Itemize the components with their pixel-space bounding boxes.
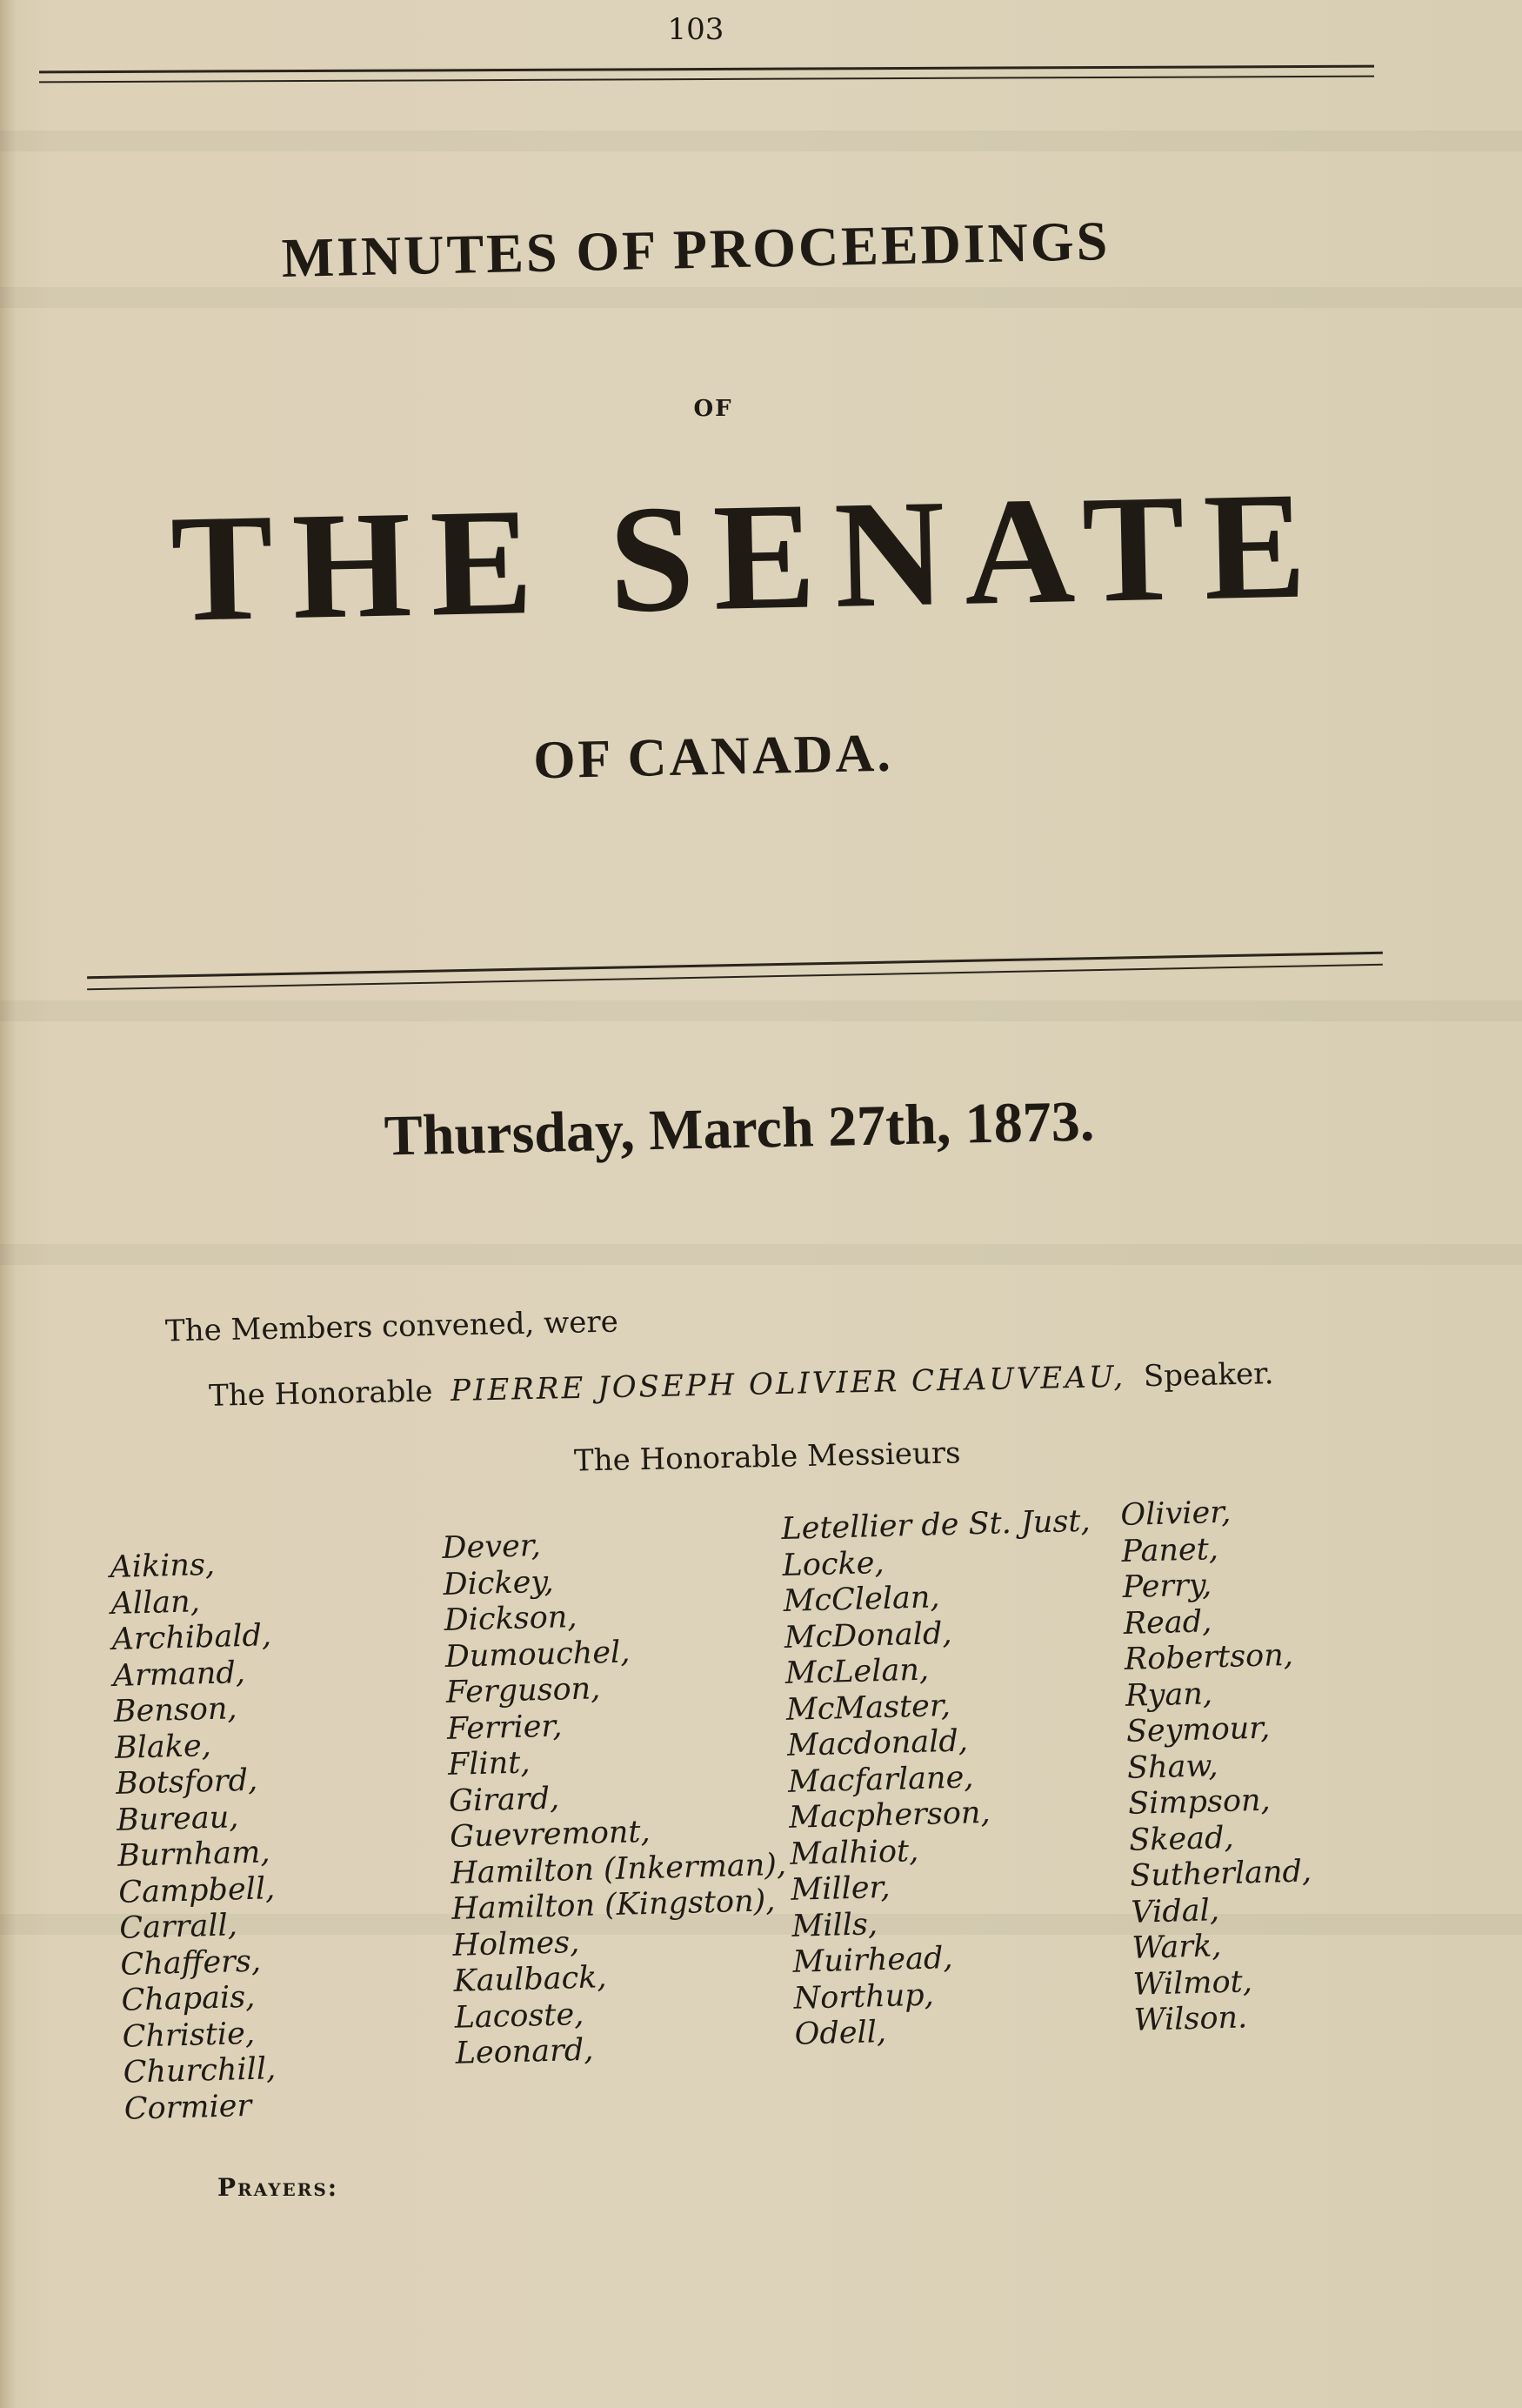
member-name: Odell, bbox=[794, 2015, 887, 2052]
member-name: Chapais, bbox=[121, 1979, 256, 2018]
member-name: Macdonald, bbox=[786, 1723, 969, 1763]
page-number: 103 bbox=[667, 12, 724, 47]
title-rule-thin bbox=[87, 964, 1383, 991]
member-name: Benson, bbox=[113, 1691, 238, 1729]
title-minutes-of-proceedings: MINUTES OF PROCEEDINGS bbox=[281, 210, 1111, 289]
member-name: Macfarlane, bbox=[787, 1759, 974, 1800]
member-name: Bureau, bbox=[116, 1799, 239, 1838]
members-column-1 bbox=[110, 1546, 284, 2128]
speaker-line bbox=[209, 1356, 1274, 1414]
member-name: Malhiot, bbox=[789, 1833, 919, 1872]
member-name: Guevremont, bbox=[449, 1814, 651, 1855]
members-column-2 bbox=[442, 1522, 791, 2072]
title-the-senate: THE SENATE bbox=[169, 460, 1327, 654]
member-name: Carrall, bbox=[118, 1908, 238, 1946]
member-name: Lacoste, bbox=[454, 1997, 584, 2036]
member-name: McLelan, bbox=[784, 1652, 930, 1691]
member-name: Ferrier, bbox=[446, 1708, 563, 1747]
bleed-through-line bbox=[0, 1244, 1522, 1265]
header-rule-thin bbox=[39, 76, 1374, 84]
bleed-through-line bbox=[0, 130, 1522, 151]
title-rule bbox=[87, 952, 1383, 980]
member-name: Botsford, bbox=[115, 1763, 258, 1802]
member-name: Mills, bbox=[791, 1906, 878, 1944]
member-name: Ferguson, bbox=[445, 1671, 601, 1710]
member-name: Blake, bbox=[114, 1728, 212, 1766]
title-of-canada: OF CANADA. bbox=[532, 723, 894, 791]
member-name: Northup, bbox=[793, 1977, 935, 2017]
speaker-prefix: The Honorable bbox=[208, 1374, 433, 1414]
member-name: Dever, bbox=[442, 1528, 542, 1566]
member-name: Burnham, bbox=[117, 1835, 270, 1874]
member-name: Aikins, bbox=[110, 1547, 216, 1585]
member-name: Shaw, bbox=[1126, 1748, 1218, 1786]
prayers-heading: Prayers: bbox=[217, 2173, 339, 2202]
member-name: Flint, bbox=[447, 1745, 531, 1783]
member-name: Seymour, bbox=[1125, 1710, 1271, 1749]
members-column-4 bbox=[1120, 1494, 1316, 2040]
member-name: Robertson, bbox=[1124, 1637, 1294, 1677]
member-name: Simpson, bbox=[1127, 1783, 1272, 1822]
member-name: Dumouchel, bbox=[444, 1634, 631, 1675]
speaker-name: PIERRE JOSEPH OLIVIER CHAUVEAU, bbox=[450, 1359, 1126, 1408]
member-name: Ryan, bbox=[1125, 1676, 1213, 1714]
member-name: Sutherland, bbox=[1129, 1854, 1312, 1894]
member-name: Chaffers, bbox=[119, 1943, 262, 1983]
member-name: Cormier bbox=[123, 2088, 252, 2127]
member-name: McDonald, bbox=[784, 1615, 952, 1656]
member-name: Skead, bbox=[1128, 1820, 1235, 1858]
member-name: Armand, bbox=[112, 1655, 246, 1694]
member-name: Perry, bbox=[1122, 1568, 1212, 1605]
member-name: Wilson. bbox=[1133, 2000, 1248, 2038]
member-name: Muirhead, bbox=[792, 1941, 953, 1980]
title-of: OF bbox=[693, 396, 733, 422]
member-name: Wark, bbox=[1131, 1929, 1222, 1966]
member-name: Miller, bbox=[790, 1870, 891, 1908]
members-convened-line: The Members convened, were bbox=[164, 1304, 619, 1349]
member-name: Campbell, bbox=[117, 1870, 276, 1910]
member-name: Hamilton (Inkerman), bbox=[450, 1847, 787, 1891]
member-name: Read, bbox=[1123, 1603, 1212, 1642]
member-name: Archibald, bbox=[111, 1618, 272, 1657]
member-name: Wilmot, bbox=[1132, 1963, 1253, 2003]
member-name: Holmes, bbox=[451, 1924, 580, 1963]
member-name: Locke, bbox=[782, 1545, 885, 1583]
member-name: Olivier, bbox=[1120, 1495, 1232, 1533]
member-name: Allan, bbox=[110, 1583, 201, 1622]
member-name: Dickson, bbox=[444, 1599, 577, 1638]
speaker-role: Speaker. bbox=[1143, 1356, 1274, 1395]
bleed-through-line bbox=[0, 1000, 1522, 1021]
members-column-3 bbox=[781, 1504, 1104, 2054]
member-name: Girard, bbox=[448, 1781, 560, 1819]
member-name: Dickey, bbox=[443, 1564, 555, 1602]
member-name: McClelan, bbox=[783, 1580, 941, 1619]
session-date: Thursday, March 27th, 1873. bbox=[384, 1089, 1095, 1168]
member-name: Leonard, bbox=[455, 2032, 594, 2071]
member-name: Vidal, bbox=[1130, 1892, 1220, 1930]
member-name: McMaster, bbox=[785, 1688, 951, 1728]
member-name: Churchill, bbox=[123, 2051, 277, 2090]
messieurs-heading: The Honorable Messieurs bbox=[573, 1435, 961, 1479]
member-name: Macpherson, bbox=[788, 1795, 991, 1836]
member-name: Letellier de St. Just, bbox=[781, 1503, 1091, 1547]
member-name: Christie, bbox=[122, 2016, 256, 2055]
member-name: Hamilton (Kingston), bbox=[451, 1883, 776, 1927]
member-name: Kaulback, bbox=[453, 1960, 607, 1999]
header-rule bbox=[39, 65, 1374, 74]
member-name: Panet, bbox=[1121, 1531, 1219, 1569]
